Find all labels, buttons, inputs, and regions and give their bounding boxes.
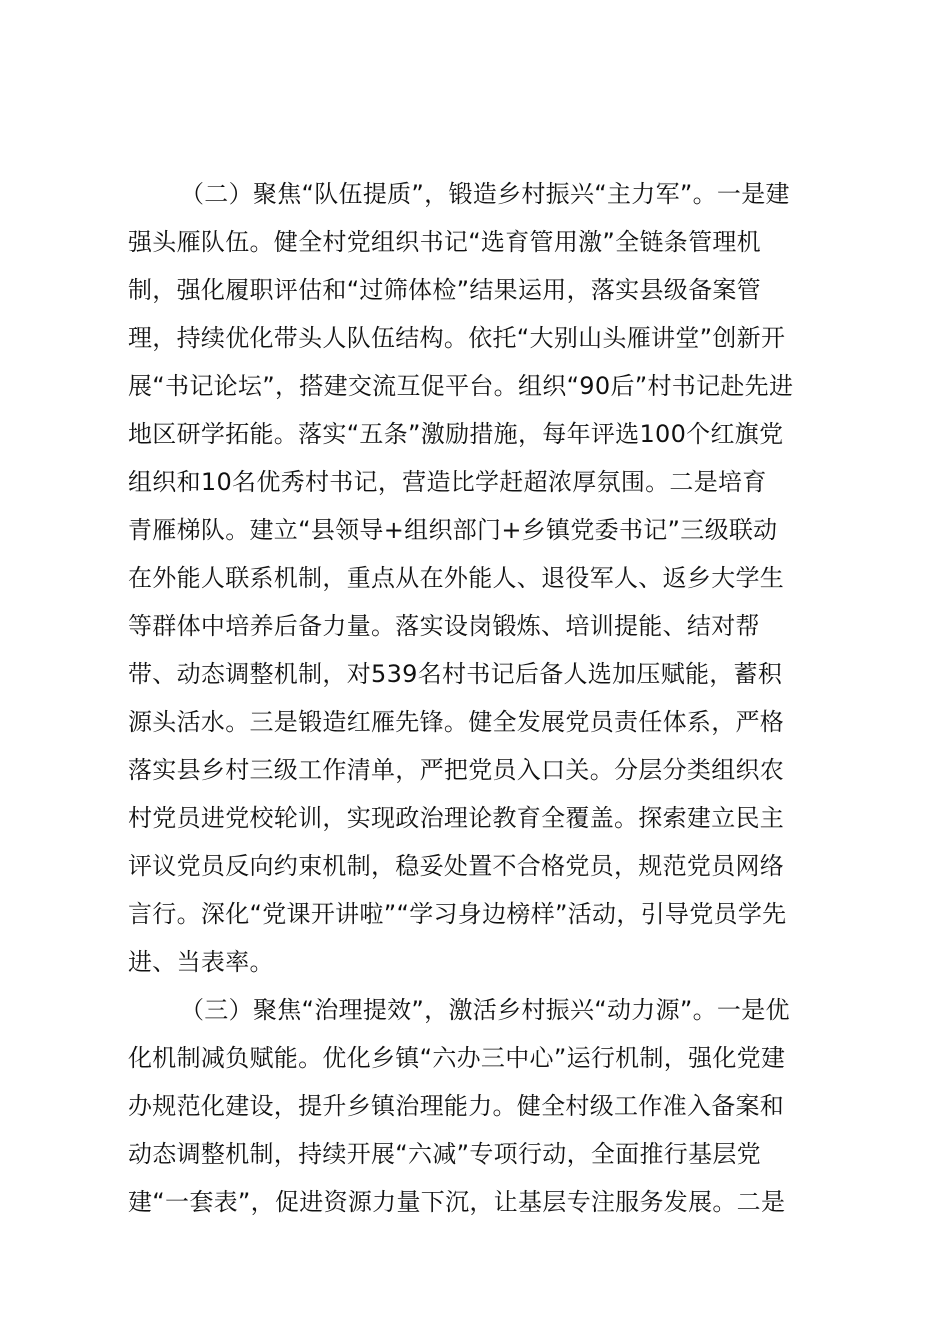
paragraph-2-line-11: 带、动态调整机制，对539名村书记后备人选加压赋能，蓄积 (128, 660, 783, 688)
paragraph-2-line-10: 等群体中培养后备力量。落实设岗锻炼、培训提能、结对帮 (128, 612, 760, 640)
paragraph-2-line-1: （二）聚焦“队伍提质”，锻造乡村振兴“主力军”。一是建 (180, 180, 790, 208)
paragraph-2-line-8: 青雁梯队。建立“县领导+组织部门+乡镇党委书记”三级联动 (128, 516, 778, 544)
paragraph-2-line-15: 评议党员反向约束机制，稳妥处置不合格党员，规范党员网络 (128, 852, 785, 880)
paragraph-2-line-3: 制，强化履职评估和“过筛体检”结果运用，落实县级备案管 (128, 276, 761, 304)
paragraph-2-line-17: 进、当表率。 (128, 948, 274, 976)
paragraph-3-line-2: 化机制减负赋能。优化乡镇“六办三中心”运行机制，强化党建 (128, 1044, 786, 1072)
paragraph-3-line-3: 办规范化建设，提升乡镇治理能力。健全村级工作准入备案和 (128, 1092, 785, 1120)
paragraph-2-line-13: 落实县乡村三级工作清单，严把党员入口关。分层分类组织农 (128, 756, 785, 784)
paragraph-2-line-5: 展“书记论坛”，搭建交流互促平台。组织“90后”村书记赴先进 (128, 372, 794, 400)
paragraph-3-line-5: 建“一套表”，促进资源力量下沉，让基层专注服务发展。二是 (128, 1188, 786, 1216)
paragraph-2-line-6: 地区研学拓能。落实“五条”激励措施，每年评选100个红旗党 (128, 420, 784, 448)
paragraph-2-line-16: 言行。深化“党课开讲啦”“学习身边榜样”活动，引导党员学先 (128, 900, 787, 928)
paragraph-2-line-4: 理，持续优化带头人队伍结构。依托“大别山头雁讲堂”创新开 (128, 324, 786, 352)
paragraph-3-line-4: 动态调整机制，持续开展“六减”专项行动，全面推行基层党 (128, 1140, 761, 1168)
paragraph-2-line-9: 在外能人联系机制，重点从在外能人、退役军人、返乡大学生 (128, 564, 785, 592)
paragraph-2-line-7: 组织和10名优秀村书记，营造比学赶超浓厚氛围。二是培育 (128, 468, 767, 496)
body-text (128, 170, 848, 1226)
paragraph-3-line-1: （三）聚焦“治理提效”，激活乡村振兴“动力源”。一是优 (180, 996, 790, 1024)
paragraph-2-line-12: 源头活水。三是锻造红雁先锋。健全发展党员责任体系，严格 (128, 708, 785, 736)
paragraph-2-line-2: 强头雁队伍。健全村党组织书记“选育管用激”全链条管理机 (128, 228, 761, 256)
paragraph-2-line-14: 村党员进党校轮训，实现政治理论教育全覆盖。探索建立民主 (128, 804, 785, 832)
